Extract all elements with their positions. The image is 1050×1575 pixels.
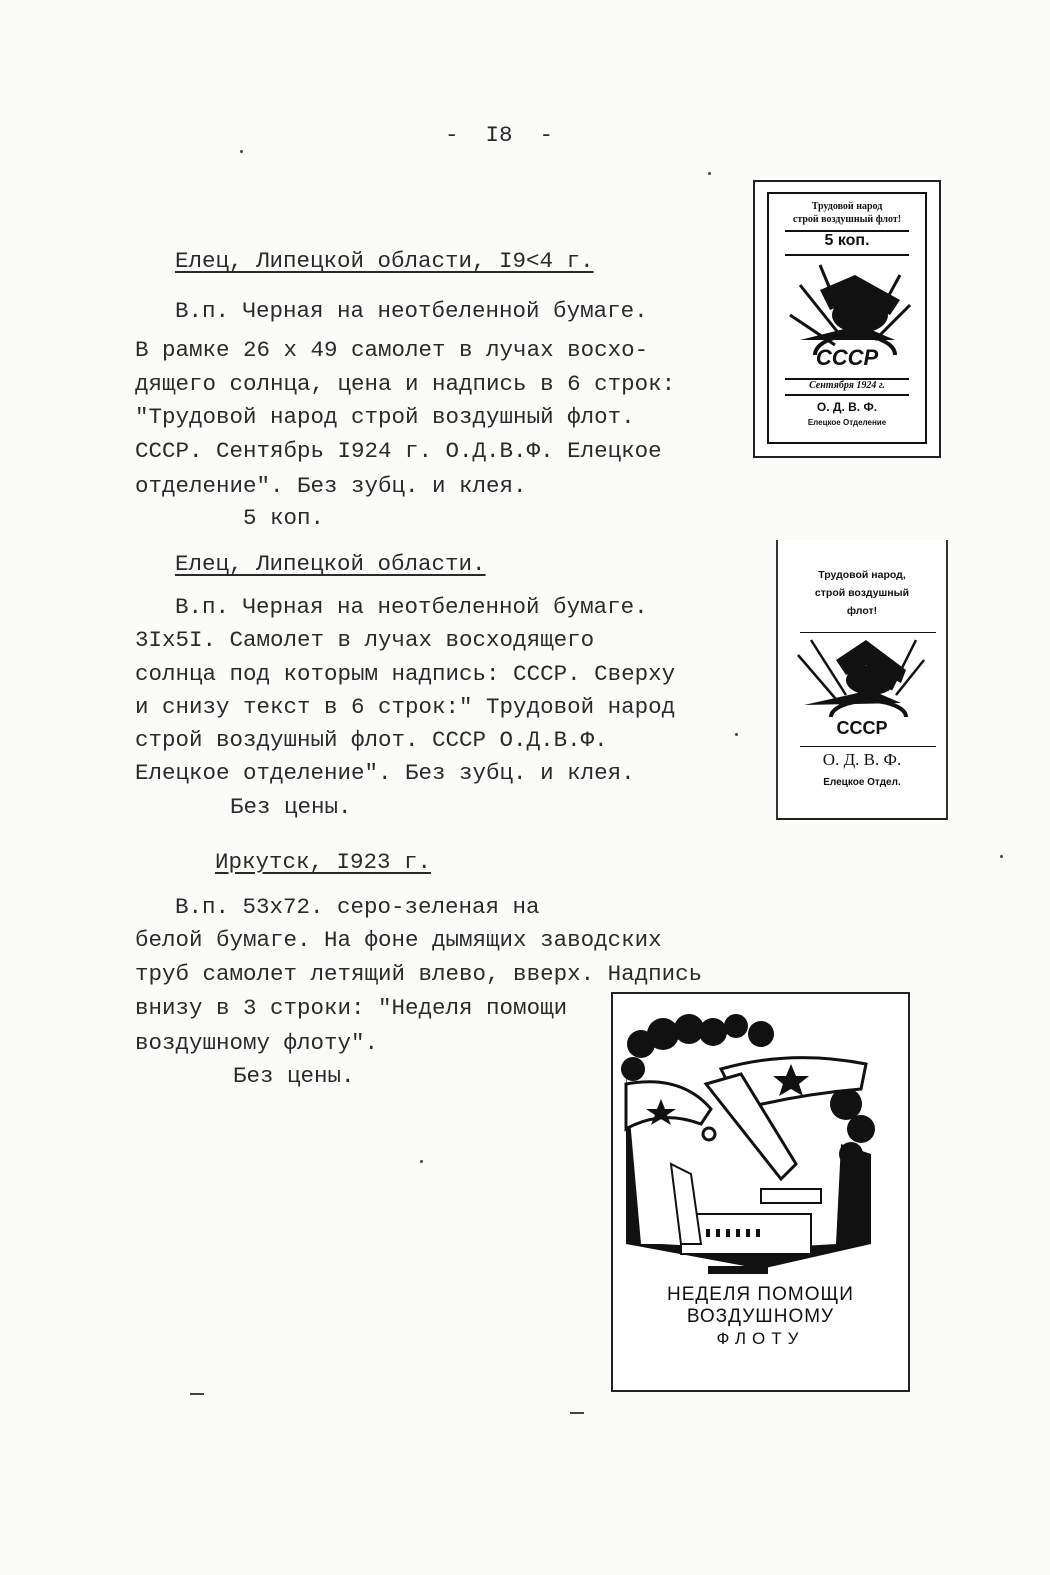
- section-heading: Елец, Липецкой области, I9<4 г.: [175, 248, 594, 274]
- section-heading: Елец, Липецкой области.: [175, 551, 486, 577]
- text-line: солнца под которым надпись: СССР. Сверху: [135, 661, 676, 687]
- page-number: - I8 -: [445, 122, 554, 148]
- stamp-image-2: [776, 540, 948, 820]
- text-line: 3Iх5I. Самолет в лучах восходящего: [135, 627, 595, 653]
- stamp-image-3: [611, 992, 910, 1392]
- price: Без цены.: [230, 794, 352, 820]
- stamp-text: строй воздушный: [814, 587, 910, 599]
- stamp-emblem-text: СССР: [815, 345, 879, 370]
- text-line: внизу в 3 строки: "Неделя помощи: [135, 995, 568, 1021]
- scan-speck: [240, 150, 243, 153]
- stamp-text: Трудовой народ,: [818, 569, 906, 581]
- text-line: СССР. Сентябрь I924 г. О.Д.В.Ф. Елецкое: [135, 438, 662, 464]
- stamp-text: Трудовой народ: [811, 201, 883, 212]
- stamp-text: строй воздушный флот!: [792, 214, 902, 225]
- scan-speck: [735, 733, 738, 736]
- section-heading: Иркутск, I923 г.: [215, 849, 432, 875]
- stamp-text: НЕДЕЛЯ ПОМОЩИ: [667, 1284, 854, 1305]
- price: 5 коп.: [243, 505, 325, 531]
- text-line: и снизу текст в 6 строк:" Трудовой народ: [135, 694, 676, 720]
- text-line: "Трудовой народ строй воздушный флот.: [135, 404, 635, 430]
- stamp-text: флот!: [846, 605, 878, 617]
- stamp-text: ФЛОТУ: [716, 1329, 805, 1348]
- text-line: строй воздушный флот. СССР О.Д.В.Ф.: [135, 727, 608, 753]
- stamp-value: 5 коп.: [824, 232, 870, 249]
- plane-sun-emblem-icon: [796, 635, 926, 720]
- price: Без цены.: [233, 1063, 355, 1089]
- text-line: белой бумаге. На фоне дымящих заводских: [135, 927, 662, 953]
- text-line: воздушному флоту".: [135, 1030, 379, 1056]
- stamp-org: О. Д. В. Ф.: [822, 750, 902, 769]
- stamp-image-1: [753, 180, 941, 458]
- text-line: В.п. 53х72. серо-зеленая на: [175, 894, 540, 920]
- text-line: В рамке 26 х 49 самолет в лучах восхо-: [135, 337, 649, 363]
- text-line: Елецкое отделение". Без зубц. и клея.: [135, 760, 635, 786]
- scan-speck: [570, 1412, 584, 1414]
- scan-speck: [190, 1393, 204, 1395]
- stamp-emblem-text: СССР: [836, 718, 888, 738]
- scan-speck: [420, 1160, 423, 1163]
- text-line: труб самолет летящий влево, вверх. Надпись: [135, 961, 703, 987]
- text-line: отделение". Без зубц. и клея.: [135, 473, 527, 499]
- stamp-text: ВОЗДУШНОМУ: [686, 1306, 835, 1327]
- text-line: В.п. Черная на неотбеленной бумаге.: [175, 298, 648, 324]
- scan-speck: [1000, 855, 1003, 858]
- stamp-branch: Елецкое Отделение: [807, 418, 887, 427]
- airplane-factory-illustration-icon: [621, 1014, 881, 1284]
- text-line: В.п. Черная на неотбеленной бумаге.: [175, 594, 648, 620]
- scan-speck: [708, 172, 711, 175]
- stamp-branch: Елецкое Отдел.: [823, 777, 901, 788]
- text-line: дящего солнца, цена и надпись в 6 строк:: [135, 371, 676, 397]
- stamp-date: Сентября 1924 г.: [809, 380, 885, 391]
- stamp-org: О. Д. В. Ф.: [816, 400, 878, 414]
